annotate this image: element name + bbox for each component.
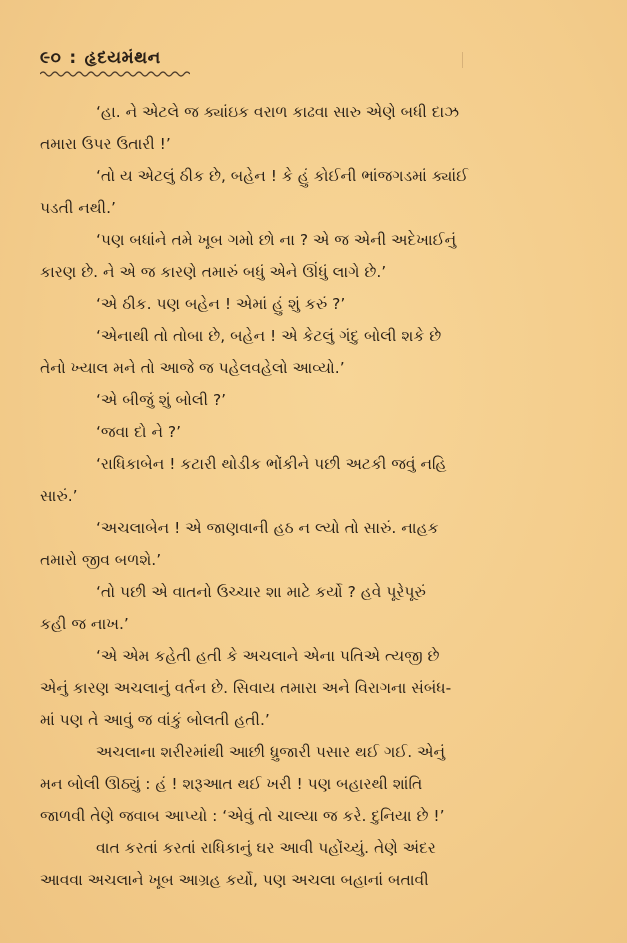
text-line: ‘હા. ને એટલે જ ક્યાંઇક વરાળ કાઢવા સારુ એણે બધી દાઝ — [96, 103, 460, 121]
text-line: ‘રાધિકાબેન ! કટારી થોડીક ભોંકીને પછી અટકી જવું નહિ — [96, 455, 447, 473]
text-line: એનું કારણ અચલાનું વર્તન છે. સિવાય તમારા અને વિરાગના સંબંધ- — [40, 679, 452, 697]
text-line: ‘એ બીજું શું બોલી ?’ — [96, 391, 227, 409]
header-underline-ornament — [40, 70, 190, 78]
text-line: જાળવી તેણે જવાબ આપ્યો : ‘એવું તો ચાલ્યા જ કરે. દુનિયા છે !’ — [40, 807, 445, 825]
header-separator: : — [69, 48, 77, 68]
text-line: આવવા અચલાને ખૂબ આગ્રહ કર્યો, પણ અચલા બહાનાં બતાવી — [40, 871, 429, 889]
book-title: હૃદયમંથન — [84, 48, 161, 68]
text-line: તમારા ઉપર ઉતારી !’ — [40, 135, 171, 153]
text-line: કહી જ નાખ.’ — [40, 615, 129, 633]
body-text — [40, 96, 600, 896]
text-line: તેનો ખ્યાલ મને તો આજે જ પહેલવહેલો આવ્યો.’ — [40, 359, 345, 377]
page-crease-mark — [462, 52, 463, 68]
text-line: ‘જવા દો ને ?’ — [96, 423, 182, 441]
text-line: મન બોલી ઊઠ્યું : હં ! શરૂઆત થઈ ખરી ! પણ બહારથી શાંતિ — [40, 775, 423, 793]
text-line: ‘એ ઠીક. પણ બહેન ! એમાં હું શું કરું ?’ — [96, 295, 346, 313]
text-line: ‘એ એમ કહેતી હતી કે અચલાને એના પતિએ ત્યજી છે — [96, 647, 440, 665]
text-line: માં પણ તે આવું જ વાંકું બોલતી હતી.’ — [40, 711, 270, 729]
text-line: ‘તો ય એટલું ઠીક છે, બહેન ! કે હું કોઈની ભાંજગડમાં ક્યાંઈ — [96, 167, 469, 185]
page-number: ૯૦ — [40, 48, 62, 68]
page-header — [40, 48, 161, 68]
text-line: ‘એનાથી તો તોબા છે, બહેન ! એ કેટલું ગંદુ બોલી શકે છે — [96, 327, 442, 345]
text-line: તમારો જીવ બળશે.’ — [40, 551, 162, 569]
text-line: ‘અચલાબેન ! એ જાણવાની હઠ ન લ્યો તો સારું. નાહક — [96, 519, 439, 537]
text-line: પડતી નથી.’ — [40, 199, 116, 217]
text-line: અચલાના શરીરમાંથી આછી ધ્રુજારી પસાર થઈ ગઈ. એનું — [96, 743, 445, 761]
text-line: કારણ છે. ને એ જ કારણે તમારું બધું એને ઊંધું લાગે છે.’ — [40, 263, 387, 281]
text-line: વાત કરતાં કરતાં રાધિકાનું ઘર આવી પહોંચ્યું. તેણે અંદર — [96, 839, 436, 857]
text-line: સારું.’ — [40, 487, 78, 505]
text-line: ‘પણ બધાંને તમે ખૂબ ગમો છો ના ? એ જ એની અદેખાઈનું — [96, 231, 457, 249]
text-line: ‘તો પછી એ વાતનો ઉચ્ચાર શા માટે કર્યો ? હવે પૂરેપૂરું — [96, 583, 426, 601]
